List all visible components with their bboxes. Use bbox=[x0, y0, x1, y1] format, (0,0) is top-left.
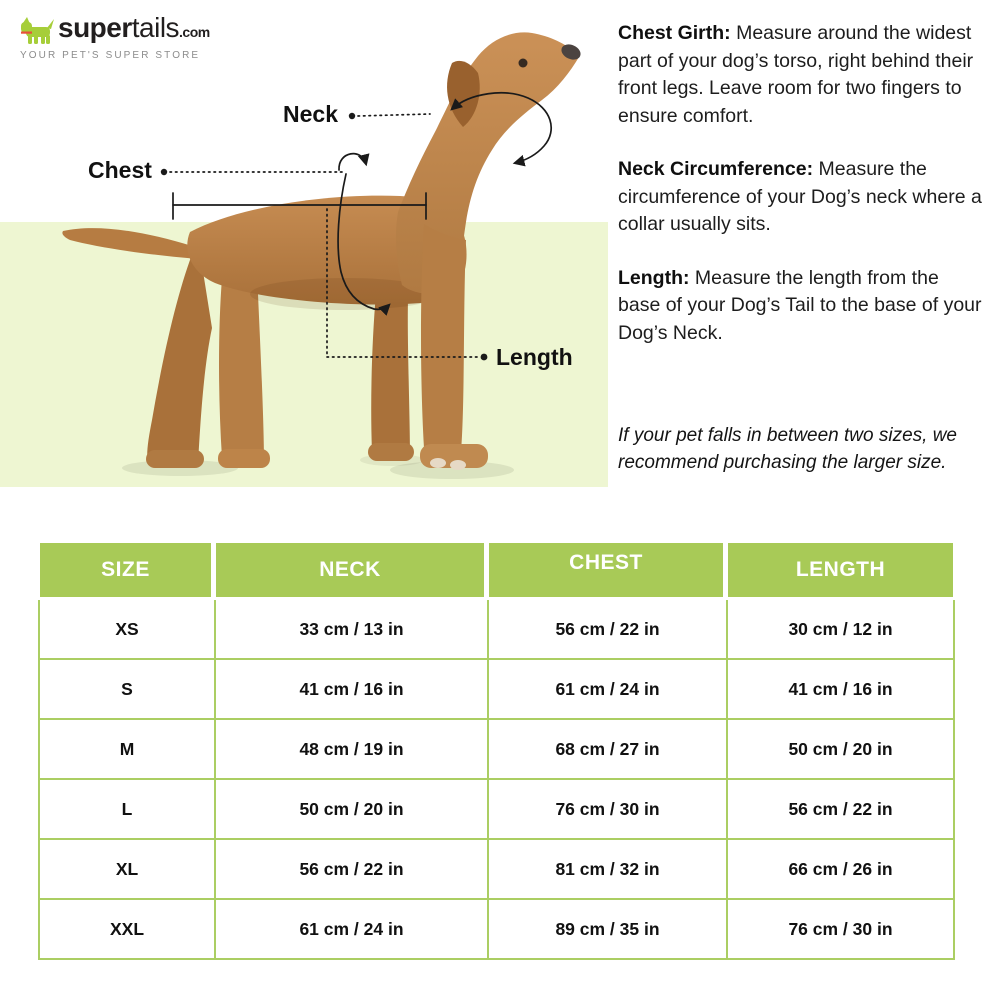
size-chart-header-row bbox=[40, 543, 953, 597]
size-table-header-neck: NECK bbox=[216, 543, 489, 597]
instruction-paragraph bbox=[618, 265, 986, 348]
size-table-cell: 48 cm / 19 in bbox=[216, 720, 489, 778]
instruction-term: Length: bbox=[618, 266, 690, 289]
size-table-cell: 33 cm / 13 in bbox=[216, 600, 489, 658]
instruction-paragraph bbox=[618, 20, 986, 130]
size-table-cell: 41 cm / 16 in bbox=[788, 678, 893, 699]
size-table-cell: 50 cm / 20 in bbox=[216, 780, 489, 838]
neck-label: Neck bbox=[283, 101, 338, 127]
size-table-cell: L bbox=[40, 780, 216, 838]
size-table-cell: 66 cm / 26 in bbox=[788, 858, 893, 879]
brand-wordmark: supertails.com bbox=[58, 12, 210, 43]
instruction-text: Measure the circumference of your Dog’s neck where a collar usually sits. bbox=[618, 158, 982, 235]
size-table-cell: XL bbox=[40, 840, 216, 898]
instruction-term: Neck Circumference: bbox=[618, 158, 814, 180]
size-table-cell: 56 cm / 22 in bbox=[489, 600, 728, 658]
size-table-header-chest: CHEST bbox=[489, 543, 728, 597]
size-table-cell: 56 cm / 22 in bbox=[788, 798, 893, 819]
size-table-cell: 61 cm / 24 in bbox=[489, 660, 728, 718]
size-table-row bbox=[40, 600, 953, 658]
size-table-header-size: SIZE bbox=[40, 543, 216, 597]
size-table-cell: 30 cm / 12 in bbox=[788, 618, 893, 639]
size-table-cell: 61 cm / 24 in bbox=[216, 900, 489, 958]
size-table-cell: 76 cm / 30 in bbox=[788, 918, 893, 939]
instruction-term: Chest Girth: bbox=[618, 22, 731, 44]
size-table-cell: M bbox=[40, 720, 216, 778]
size-table-cell: 56 cm / 22 in bbox=[216, 840, 489, 898]
size-table-cell: 81 cm / 32 in bbox=[489, 840, 728, 898]
size-table-cell: 68 cm / 27 in bbox=[489, 720, 728, 778]
size-chart-body bbox=[38, 600, 955, 960]
size-table-cell: 50 cm / 20 in bbox=[788, 738, 893, 759]
size-table-row bbox=[40, 898, 953, 958]
measuring-instructions bbox=[618, 20, 986, 373]
instruction-text: Measure the length from the base of your Dog’s Tail to the base of your Dog’s Neck. bbox=[618, 266, 982, 344]
dog-measurement-diagram bbox=[0, 0, 620, 500]
size-table-cell: XXL bbox=[40, 900, 216, 958]
dog-illustration bbox=[0, 0, 620, 500]
size-table-row bbox=[40, 778, 953, 838]
length-label: Length bbox=[496, 344, 573, 370]
chest-label: Chest bbox=[88, 157, 152, 183]
size-table-cell: 76 cm / 30 in bbox=[489, 780, 728, 838]
size-table-cell: S bbox=[40, 660, 216, 718]
size-table-row bbox=[40, 658, 953, 718]
brand-tagline: YOUR PET'S SUPER STORE bbox=[20, 50, 201, 61]
size-table-cell: 41 cm / 16 in bbox=[216, 660, 489, 718]
size-table-row bbox=[40, 718, 953, 778]
size-table-header-length: LENGTH bbox=[728, 543, 953, 597]
size-chart-table bbox=[40, 543, 953, 960]
sizing-note: If your pet falls in between two sizes, we recommend purchasing the larger size. bbox=[618, 425, 957, 473]
size-table-cell: 89 cm / 35 in bbox=[489, 900, 728, 958]
size-table-row bbox=[40, 838, 953, 898]
instruction-text: Measure around the widest part of your dog’s torso, right behind their front legs. Leave room for two fingers to ensure comfort. bbox=[618, 22, 974, 127]
size-table-cell: XS bbox=[40, 600, 216, 658]
instruction-paragraph bbox=[618, 156, 986, 239]
